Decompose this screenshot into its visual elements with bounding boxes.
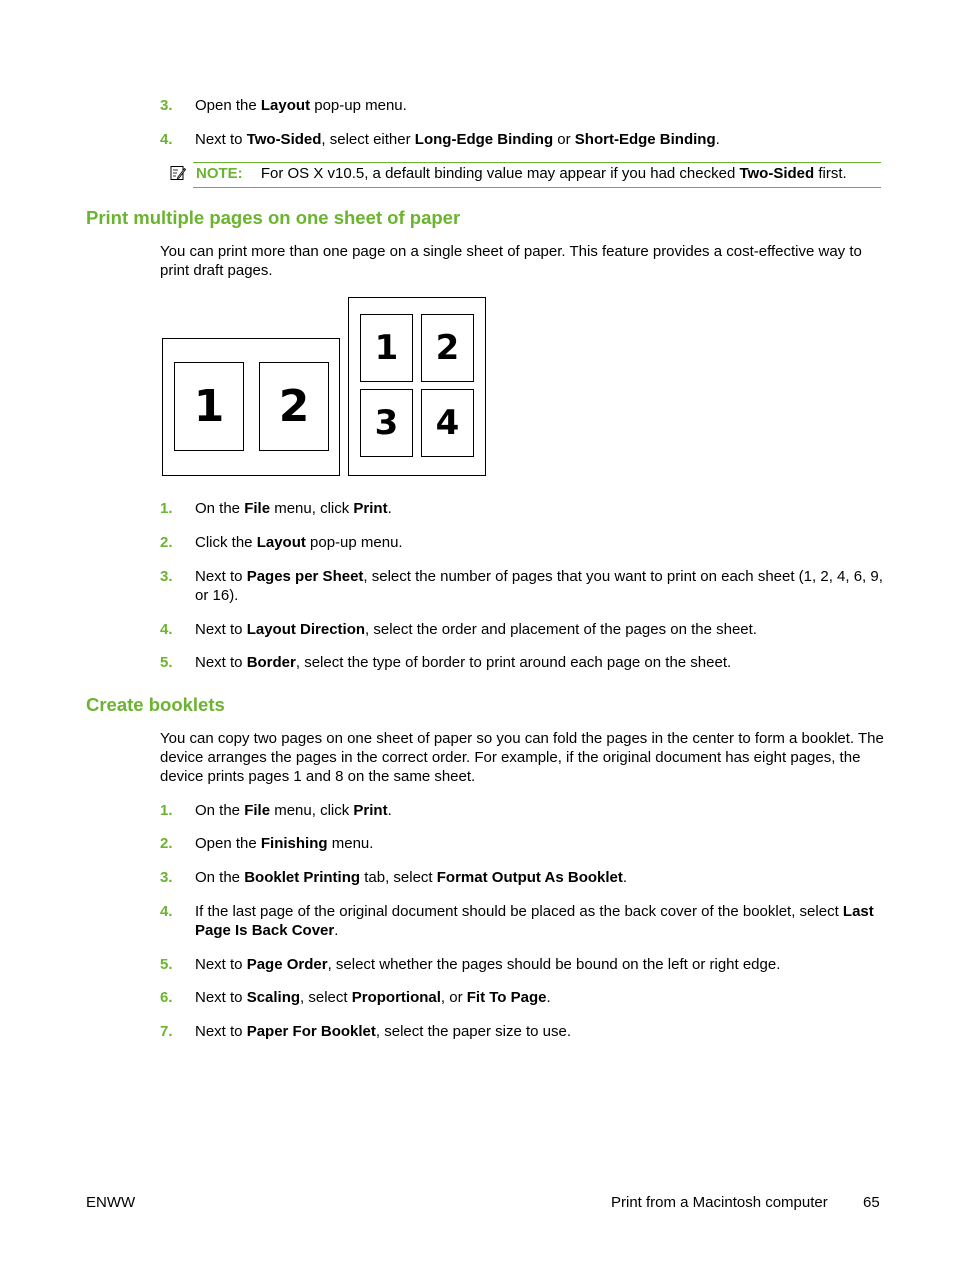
bold-term: Border <box>246 654 296 671</box>
bold-term: Layout Direction <box>246 621 366 638</box>
step-text: Next to Paper For Booklet, select the paper size to use. <box>195 1023 572 1040</box>
note-text: For OS X v10.5, a default binding value may appear if you had checked Two-Sided first. <box>260 165 847 182</box>
step-number: 3. <box>160 97 173 114</box>
step-number: 2. <box>160 835 173 852</box>
step-text: Open the Finishing menu. <box>195 835 374 852</box>
step-number: 6. <box>160 989 173 1006</box>
step-number: 1. <box>160 500 173 517</box>
bold-term: File <box>244 802 271 819</box>
page-thumbnail: 1 <box>174 362 244 451</box>
step-text: Open the Layout pop-up menu. <box>195 97 407 114</box>
footer-title: Print from a Macintosh computer <box>611 1194 828 1211</box>
step-number: 4. <box>160 621 173 638</box>
bold-term: Paper For Booklet <box>246 1023 376 1040</box>
bold-term: File <box>244 500 271 517</box>
bold-term: Scaling <box>246 989 301 1006</box>
bold-term: Long-Edge Binding <box>414 131 554 148</box>
note-pencil-icon <box>170 165 186 181</box>
two-up-sheet <box>162 338 340 476</box>
section-heading-booklets: Create booklets <box>86 694 225 715</box>
step-text: Next to Page Order, select whether the pages should be bound on the left or right edge. <box>195 956 781 973</box>
step-number: 2. <box>160 534 173 551</box>
step-text: Next to Pages per Sheet, select the number of pages that you want to print on each sheet (1, 2, 4, 6, 9, or 16). <box>195 568 883 604</box>
step-text: Next to Border, select the type of border to print around each page on the sheet. <box>195 654 732 671</box>
step-number: 3. <box>160 568 173 585</box>
bold-term: Print <box>353 802 388 819</box>
step-number: 1. <box>160 802 173 819</box>
bold-term: Booklet Printing <box>244 869 361 886</box>
section-heading-multiple-pages: Print multiple pages on one sheet of paper <box>86 207 461 228</box>
bold-term: Short-Edge Binding <box>574 131 716 148</box>
step-text: Next to Scaling, select Proportional, or Fit To Page. <box>195 989 551 1006</box>
step-number: 4. <box>160 131 173 148</box>
bold-term: Pages per Sheet <box>246 568 364 585</box>
step-text: Next to Two-Sided, select either Long-Edge Binding or Short-Edge Binding. <box>195 131 720 148</box>
page-thumbnail: 2 <box>421 314 474 382</box>
page-thumbnail: 3 <box>360 389 413 457</box>
step-number: 5. <box>160 654 173 671</box>
bold-term: Two-Sided <box>246 131 322 148</box>
page-thumbnail: 2 <box>259 362 329 451</box>
note-box <box>193 162 881 188</box>
bold-term: Layout <box>260 97 311 114</box>
step-text: On the File menu, click Print. <box>195 802 392 819</box>
step-number: 5. <box>160 956 173 973</box>
bold-term: Page Order <box>246 956 328 973</box>
step-text: On the File menu, click Print. <box>195 500 392 517</box>
bold-term: Finishing <box>260 835 328 852</box>
step-text: Click the Layout pop-up menu. <box>195 534 403 551</box>
step-number: 3. <box>160 869 173 886</box>
bold-term: Format Output As Booklet <box>436 869 623 886</box>
page-thumbnail: 4 <box>421 389 474 457</box>
bold-term: Two-Sided <box>739 165 815 182</box>
bold-term: Proportional <box>351 989 441 1006</box>
bold-term: Layout <box>256 534 306 551</box>
footer-left: ENWW <box>86 1194 136 1211</box>
step-text: Next to Layout Direction, select the order and placement of the pages on the sheet. <box>195 621 757 638</box>
bold-term: Fit To Page <box>466 989 547 1006</box>
step-number: 7. <box>160 1023 173 1040</box>
bold-term: Print <box>353 500 388 517</box>
section-intro: You can print more than one page on a single sheet of paper. This feature provides a cost-effective way to print draft pages. <box>160 243 862 279</box>
step-text: On the Booklet Printing tab, select Format Output As Booklet. <box>195 869 628 886</box>
step-text: If the last page of the original document should be placed as the back cover of the booklet, select Last Page Is Back Cover. <box>195 903 874 939</box>
page-number: 65 <box>863 1194 880 1211</box>
note-label: NOTE: <box>196 165 243 182</box>
bold-term: Last Page Is Back Cover <box>195 903 874 939</box>
step-number: 4. <box>160 903 173 920</box>
page-thumbnail: 1 <box>360 314 413 382</box>
section-intro: You can copy two pages on one sheet of paper so you can fold the pages in the center to form a booklet. The device arranges the pages in the correct order. For example, if the original document has eight pages, the device prints pages 1 and 8 on the same sheet. <box>160 730 884 785</box>
four-up-sheet <box>348 297 486 476</box>
